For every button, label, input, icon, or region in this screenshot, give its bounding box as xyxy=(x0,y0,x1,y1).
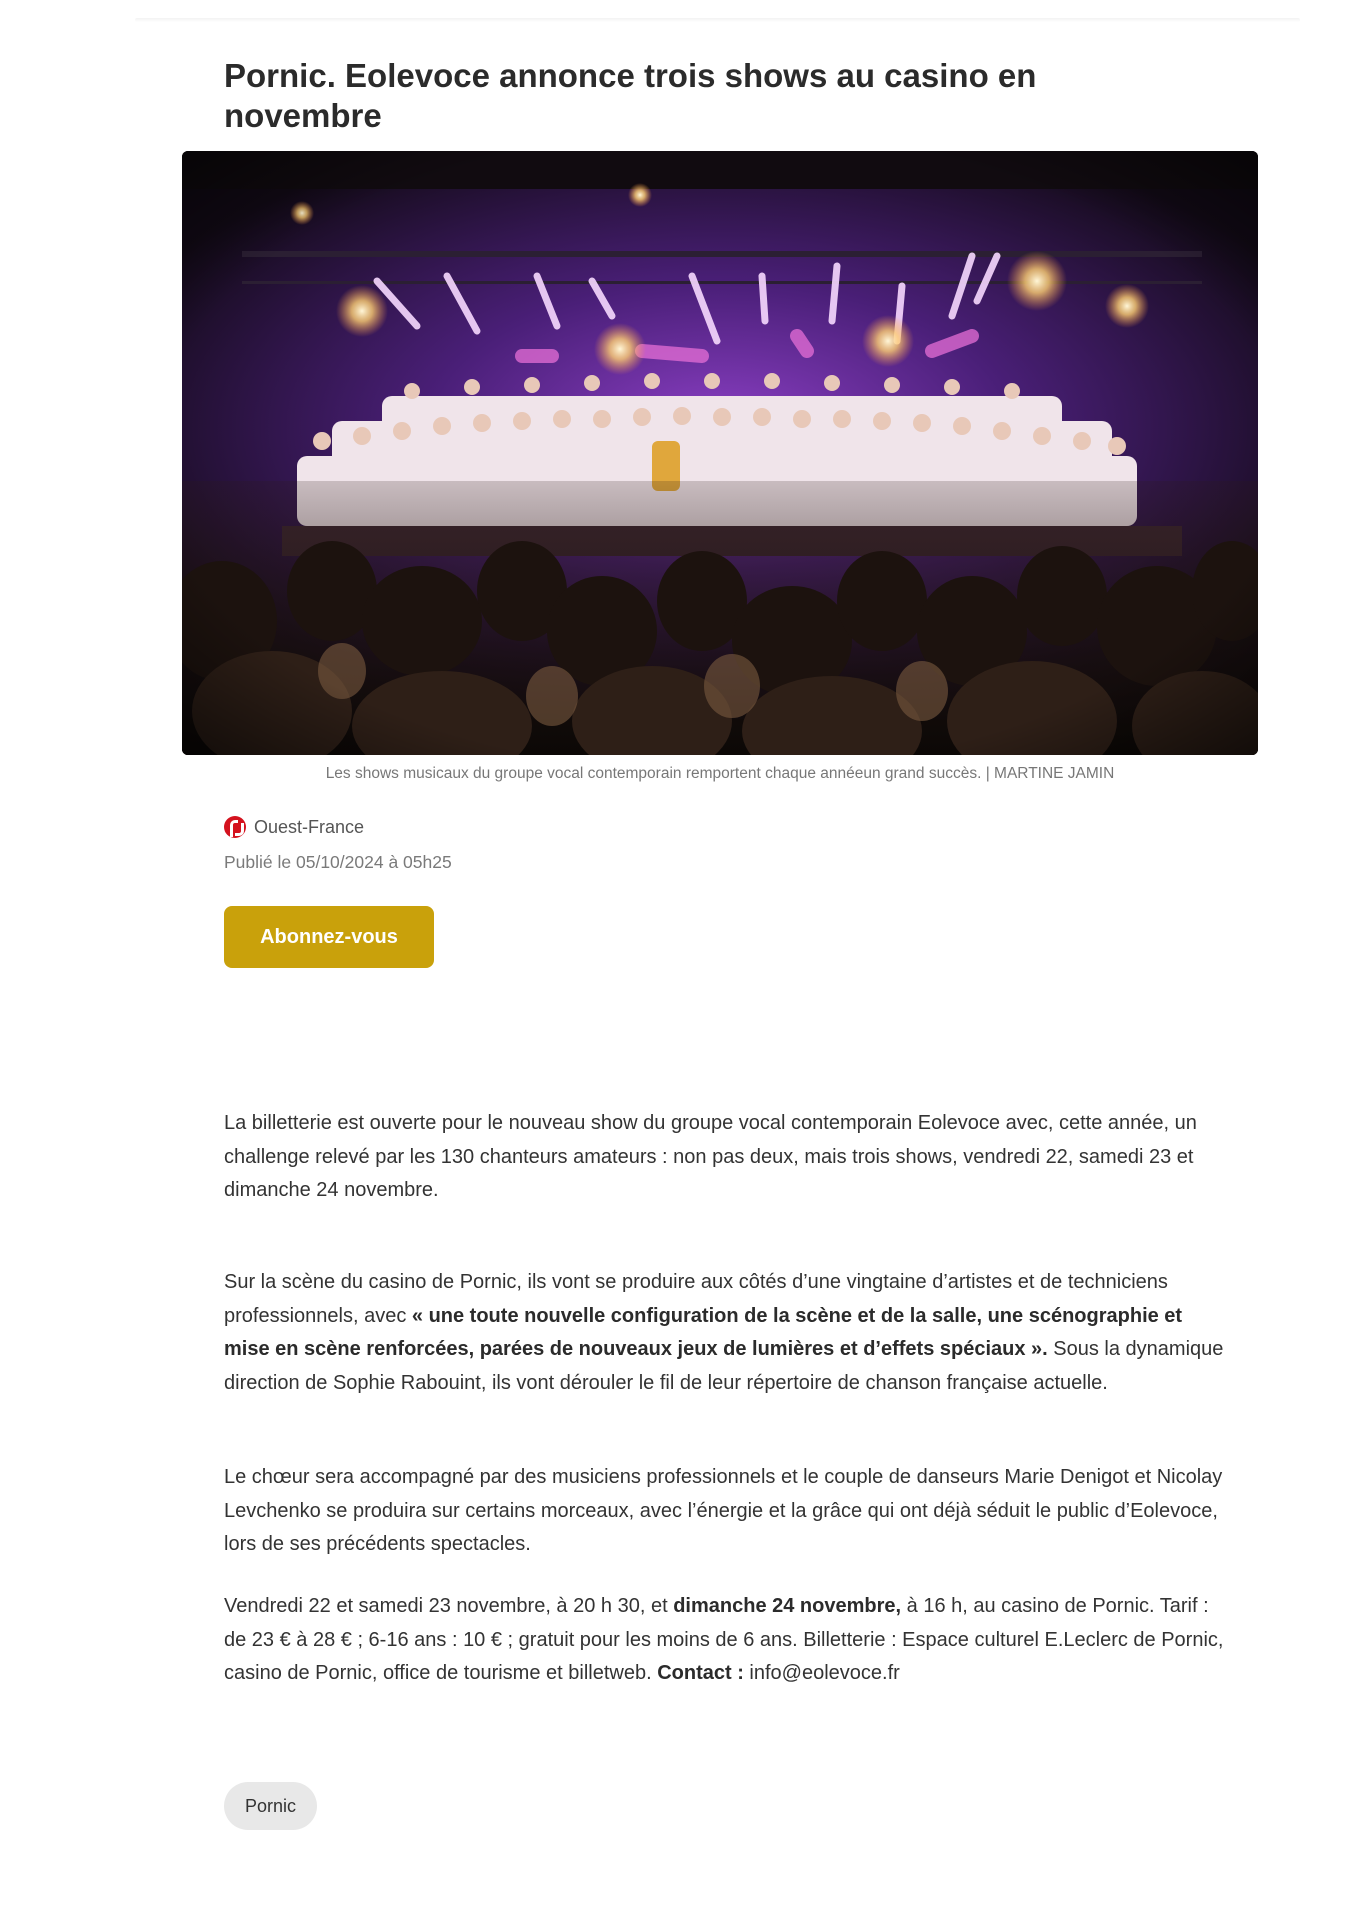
article-paragraph-2 xyxy=(224,1266,1224,1400)
article-hero-image xyxy=(182,151,1258,755)
paragraph-4-details: à 16 h, au casino de Pornic. Tarif : de 23 € à 28 € ; 6-16 ans : 10 € ; gratuit pour les moins de 6 ans. Billetterie : Espace culturel E.Leclerc de Pornic, casino de Pornic, office de tourisme et billetweb. xyxy=(224,1595,1224,1685)
tag-pornic[interactable]: Pornic xyxy=(224,1782,317,1830)
paragraph-2-text-start: Sur la scène du casino de Pornic, ils vont se produire aux côtés d’une vingtaine d’artistes et de techniciens professionnels, avec xyxy=(224,1271,1168,1327)
subscribe-button[interactable]: Abonnez-vous xyxy=(224,906,434,968)
article-paragraph-4 xyxy=(224,1590,1224,1691)
ouest-france-logo-icon xyxy=(224,816,246,838)
paragraph-4-contact-email: info@eolevoce.fr xyxy=(743,1662,900,1685)
publish-date: Publié le 05/10/2024 à 05h25 xyxy=(224,852,452,872)
top-divider xyxy=(135,18,1300,22)
source-name[interactable]: Ouest-France xyxy=(254,816,365,837)
article-paragraph-1: La billetterie est ouverte pour le nouveau show du groupe vocal contemporain Eolevoce avec, cette année, un challenge relevé par les 130 chanteurs amateurs : non pas deux, mais trois shows, vendredi 22, samedi 23 et dimanche 24 novembre. xyxy=(224,1112,1197,1202)
paragraph-2-text-end: Sous la dynamique direction de Sophie Rabouint, ils vont dérouler le fil de leur répertoire de chanson française actuelle. xyxy=(224,1338,1224,1394)
paragraph-4-dates: Vendredi 22 et samedi 23 novembre, à 20 h 30, et xyxy=(224,1595,674,1617)
article-source[interactable] xyxy=(224,815,364,839)
article-paragraph-3: Le chœur sera accompagné par des musiciens professionnels et le couple de danseurs Marie Denigot et Nicolay Levchenko se produira sur certains morceaux, avec l’énergie et la grâce qui ont déjà séduit le public d’Eolevoce, lors de ses précédents spectacles. xyxy=(224,1466,1223,1556)
paragraph-2-quote: « une toute nouvelle configuration de la scène et de la salle, une scénographie et mise en scène renforcées, parées de nouveaux jeux de lumières et d’effets spéciaux ». xyxy=(224,1304,1183,1361)
paragraph-4-contact-label: Contact : xyxy=(657,1662,744,1685)
image-caption: Les shows musicaux du groupe vocal contemporain remportent chaque annéeun grand succès. | MARTINE JAMIN xyxy=(325,765,1115,782)
paragraph-4-sunday: dimanche 24 novembre, xyxy=(673,1595,902,1617)
article-headline: Pornic. Eolevoce annonce trois shows au casino en novembre xyxy=(224,57,1037,134)
